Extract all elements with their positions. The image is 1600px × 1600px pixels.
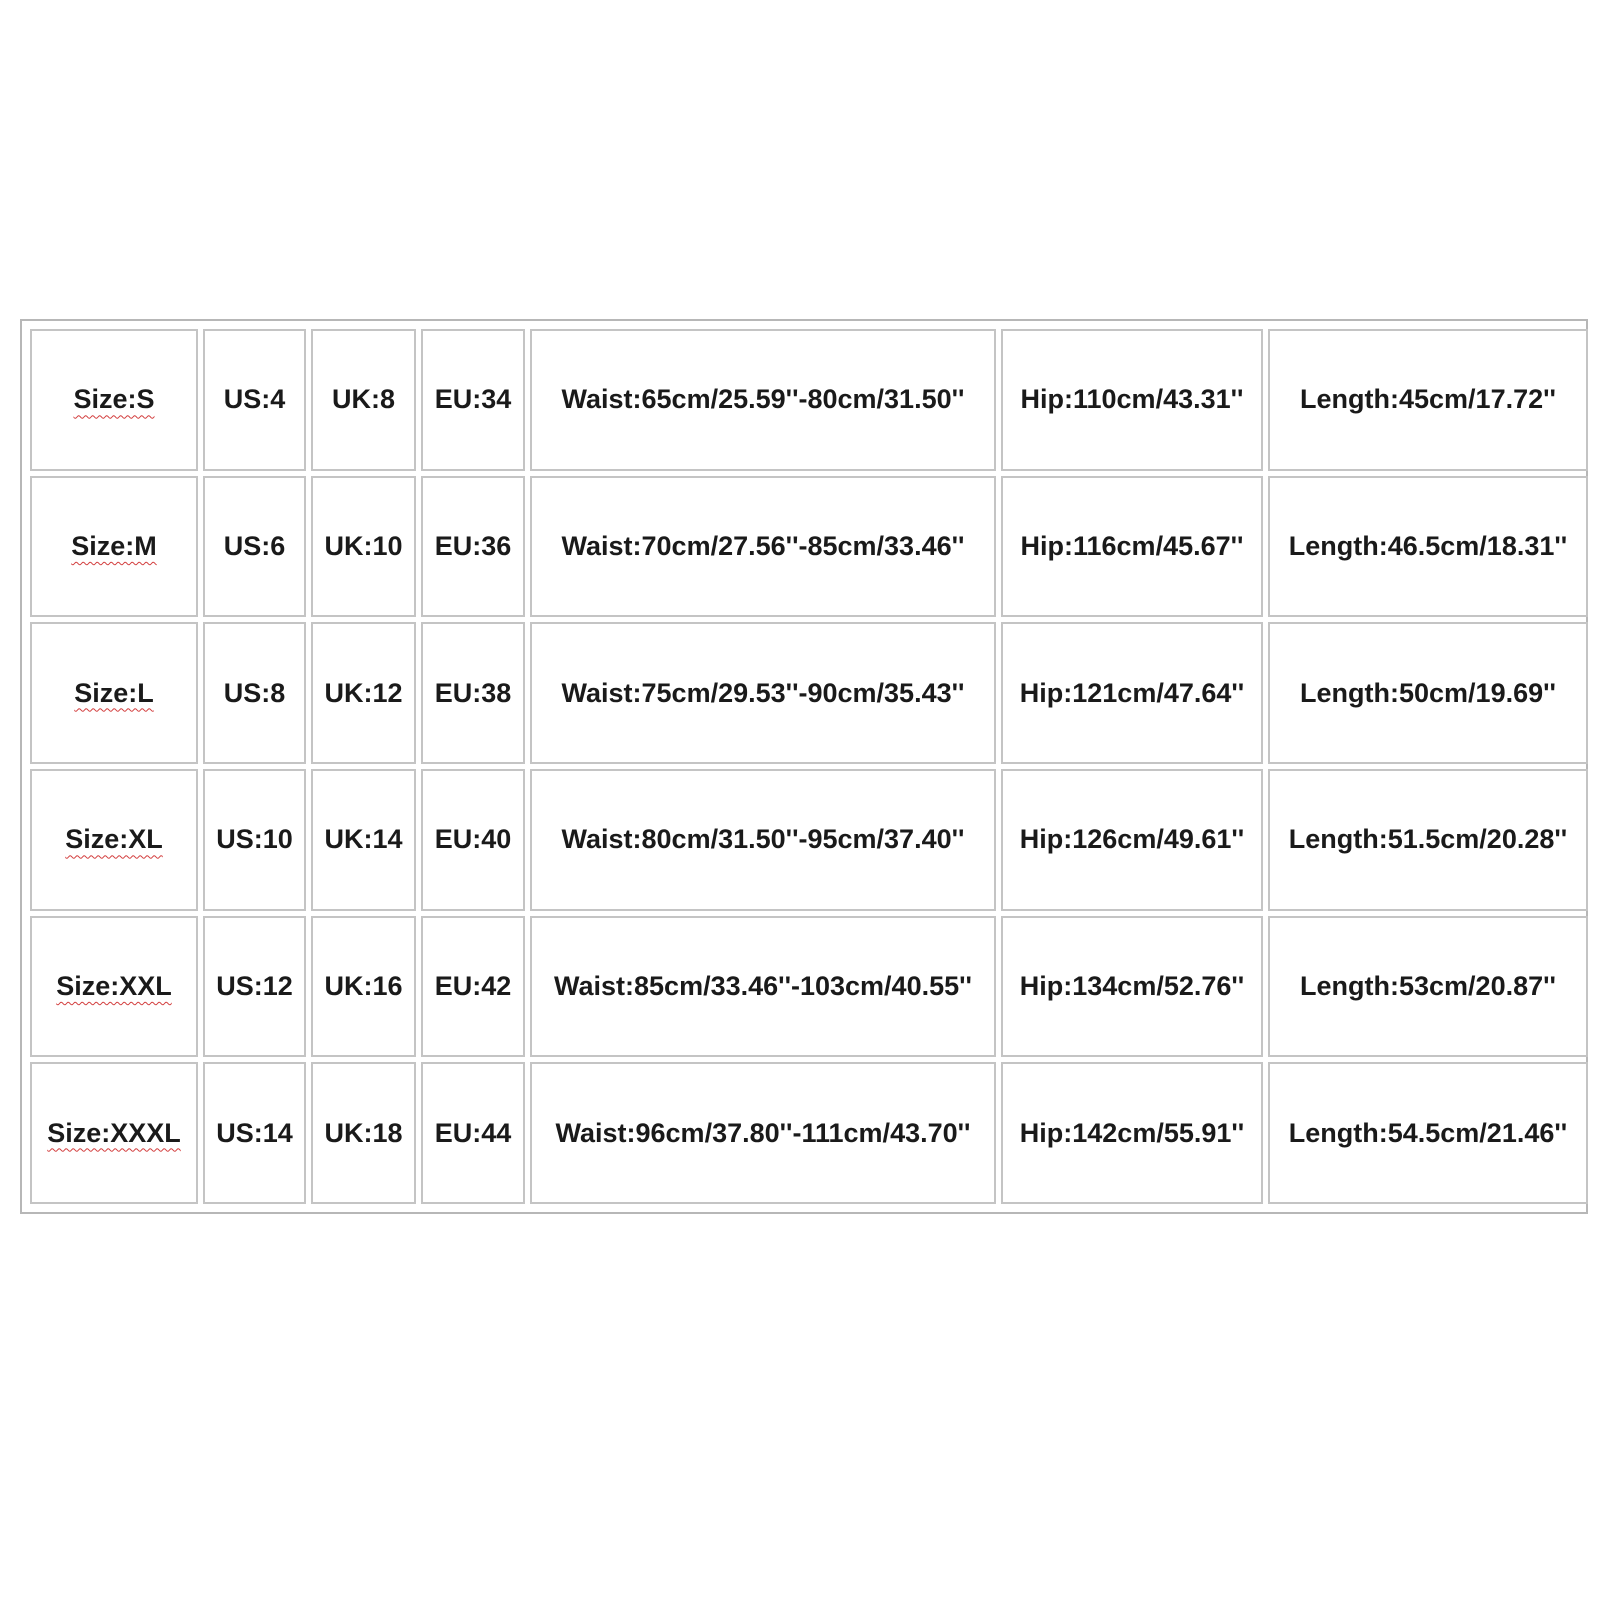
us-size-cell: US:10 [203,769,306,911]
size-cell [30,769,198,911]
uk-size-cell: UK:18 [311,1062,416,1204]
length-cell: Length:46.5cm/18.31'' [1268,476,1588,618]
eu-size-cell: EU:44 [421,1062,525,1204]
table-row [30,622,1588,764]
length-cell: Length:53cm/20.87'' [1268,916,1588,1058]
waist-cell: Waist:96cm/37.80''-111cm/43.70'' [530,1062,996,1204]
table-row [30,476,1588,618]
waist-cell: Waist:85cm/33.46''-103cm/40.55'' [530,916,996,1058]
us-size-cell: US:6 [203,476,306,618]
eu-size-cell: EU:38 [421,622,525,764]
us-size-cell: US:8 [203,622,306,764]
size-label: Size:XXL [56,970,172,1001]
size-cell [30,916,198,1058]
uk-size-cell: UK:8 [311,329,416,471]
eu-size-cell: EU:42 [421,916,525,1058]
table-row [30,916,1588,1058]
size-label: Size:S [73,384,155,415]
eu-size-cell: EU:36 [421,476,525,618]
size-table [25,324,1593,1209]
uk-size-cell: UK:12 [311,622,416,764]
waist-cell: Waist:65cm/25.59''-80cm/31.50'' [530,329,996,471]
us-size-cell: US:4 [203,329,306,471]
length-cell: Length:45cm/17.72'' [1268,329,1588,471]
size-label: Size:XL [65,824,163,855]
hip-cell: Hip:121cm/47.64'' [1001,622,1263,764]
hip-cell: Hip:110cm/43.31'' [1001,329,1263,471]
size-cell [30,1062,198,1204]
hip-cell: Hip:142cm/55.91'' [1001,1062,1263,1204]
waist-cell: Waist:70cm/27.56''-85cm/33.46'' [530,476,996,618]
hip-cell: Hip:134cm/52.76'' [1001,916,1263,1058]
us-size-cell: US:12 [203,916,306,1058]
waist-cell: Waist:80cm/31.50''-95cm/37.40'' [530,769,996,911]
length-cell: Length:54.5cm/21.46'' [1268,1062,1588,1204]
size-label: Size:L [74,677,154,708]
size-label: Size:M [71,530,157,561]
uk-size-cell: UK:16 [311,916,416,1058]
hip-cell: Hip:116cm/45.67'' [1001,476,1263,618]
eu-size-cell: EU:40 [421,769,525,911]
uk-size-cell: UK:10 [311,476,416,618]
waist-cell: Waist:75cm/29.53''-90cm/35.43'' [530,622,996,764]
hip-cell: Hip:126cm/49.61'' [1001,769,1263,911]
table-row [30,1062,1588,1204]
size-cell [30,476,198,618]
table-row [30,329,1588,471]
size-chart [20,319,1588,1214]
size-label: Size:XXXL [47,1117,181,1148]
size-cell [30,622,198,764]
uk-size-cell: UK:14 [311,769,416,911]
size-cell [30,329,198,471]
eu-size-cell: EU:34 [421,329,525,471]
length-cell: Length:50cm/19.69'' [1268,622,1588,764]
length-cell: Length:51.5cm/20.28'' [1268,769,1588,911]
us-size-cell: US:14 [203,1062,306,1204]
table-row [30,769,1588,911]
